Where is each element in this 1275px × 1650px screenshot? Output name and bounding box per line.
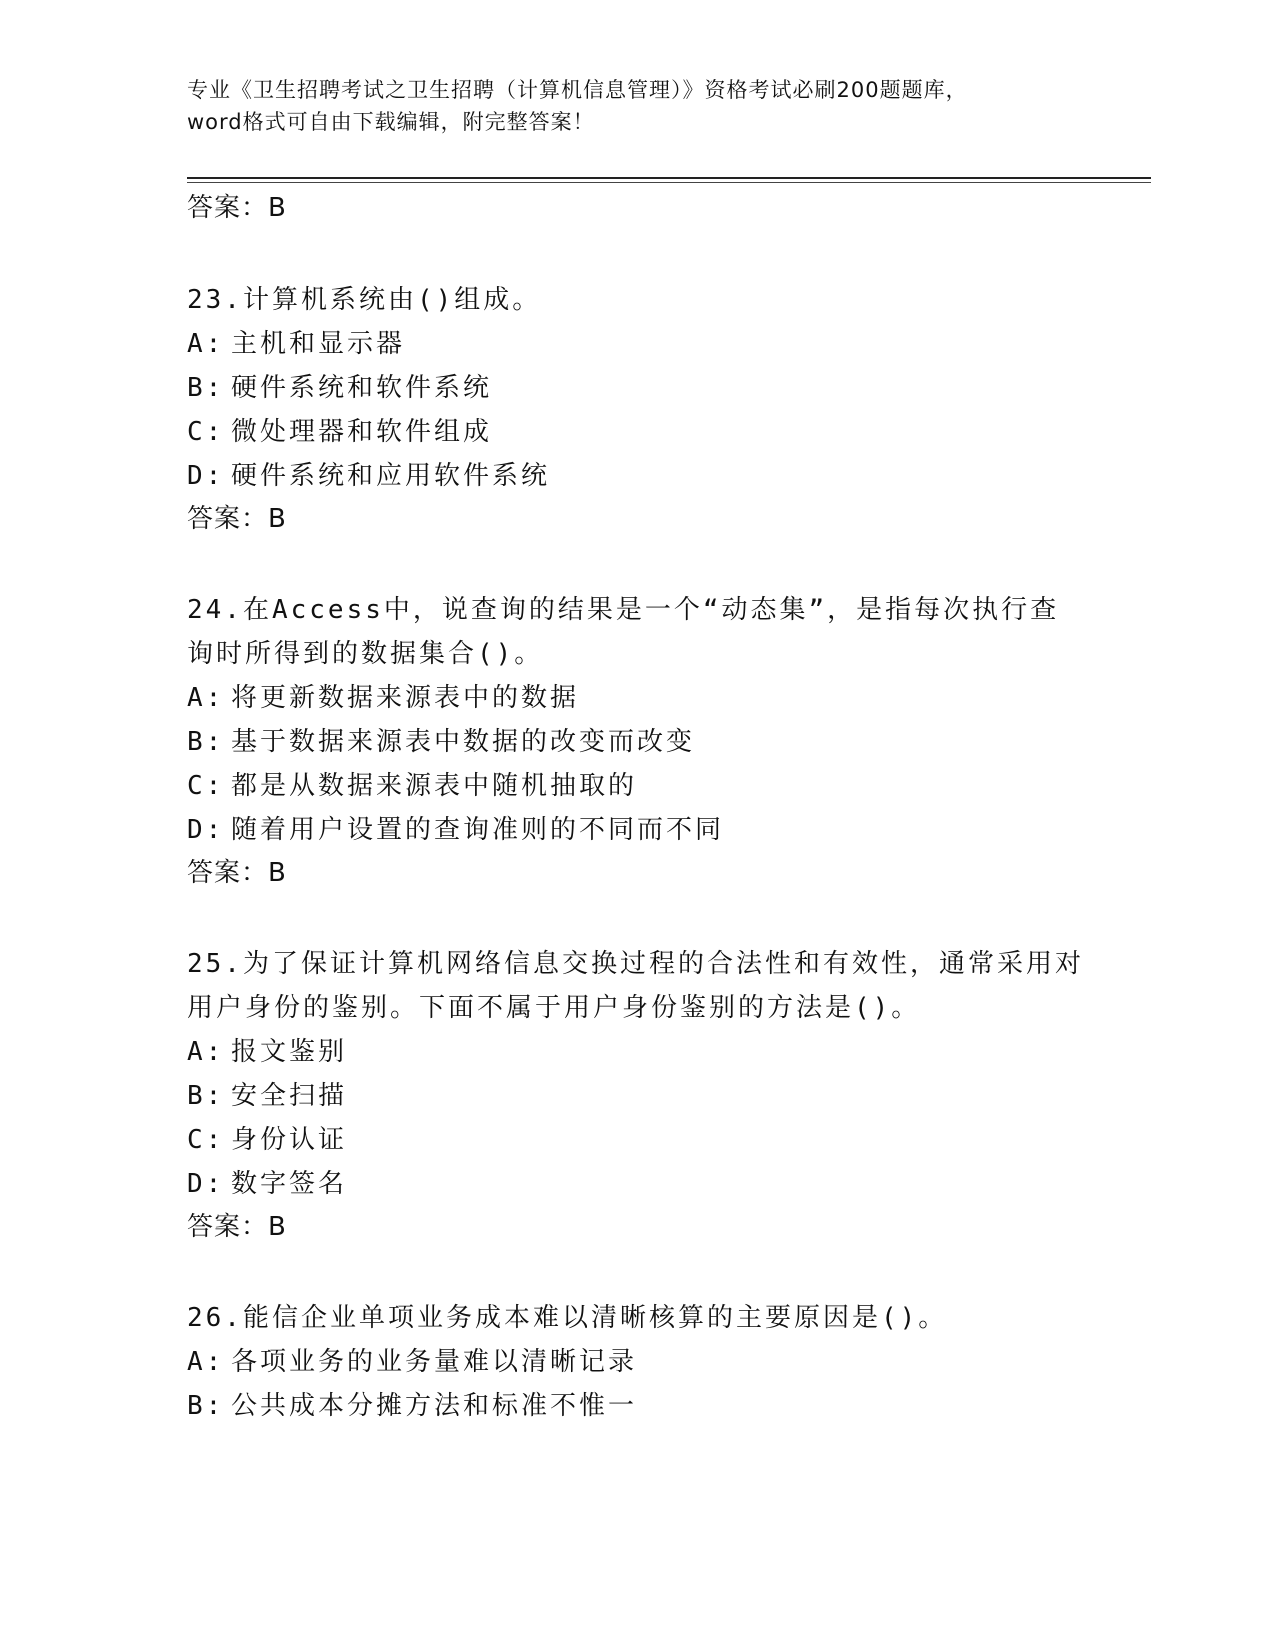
question-24-option-d: [187, 814, 724, 846]
option-text: 身份认证: [231, 1125, 348, 1155]
question-24-option-b: [187, 726, 695, 758]
question-23-option-b: [187, 372, 492, 404]
option-text: 硬件系统和应用软件系统: [231, 461, 551, 491]
option-letter: C:: [187, 771, 225, 801]
question-25-answer: 答案：B: [187, 1212, 287, 1242]
option-letter: B:: [187, 727, 225, 757]
question-24-text-line-2: 询时所得到的数据集合()。: [187, 639, 544, 669]
question-26-option-b: [187, 1390, 637, 1422]
option-letter: A:: [187, 329, 225, 359]
question-23-option-a: [187, 328, 405, 360]
option-letter: B:: [187, 373, 225, 403]
question-25-option-c: [187, 1124, 347, 1156]
header-divider-thick: [187, 177, 1151, 179]
header-divider-thin: [187, 182, 1151, 183]
question-26-text: 26.能信企业单项业务成本难以清晰核算的主要原因是()。: [187, 1303, 948, 1333]
option-text: 硬件系统和软件系统: [231, 373, 493, 403]
question-23-text: 23.计算机系统由()组成。: [187, 285, 542, 315]
option-letter: B:: [187, 1081, 225, 1111]
question-26-option-a: [187, 1346, 637, 1378]
header-line-1: 专业《卫生招聘考试之卫生招聘（计算机信息管理）》资格考试必刷200题题库，: [187, 78, 968, 102]
option-letter: D:: [187, 1169, 225, 1199]
question-25-text-line-2: 用户身份的鉴别。下面不属于用户身份鉴别的方法是()。: [187, 993, 921, 1023]
question-24-option-a: [187, 682, 579, 714]
option-text: 报文鉴别: [231, 1037, 348, 1067]
option-text: 公共成本分摊方法和标准不惟一: [231, 1391, 638, 1421]
option-letter: D:: [187, 815, 225, 845]
question-23-option-c: [187, 416, 492, 448]
question-24-option-c: [187, 770, 637, 802]
option-text: 主机和显示器: [231, 329, 406, 359]
option-letter: C:: [187, 1125, 225, 1155]
header-line-2: word格式可自由下载编辑，附完整答案！: [187, 110, 595, 134]
option-letter: D:: [187, 461, 225, 491]
option-letter: A:: [187, 1347, 225, 1377]
option-text: 将更新数据来源表中的数据: [231, 683, 580, 713]
option-text: 基于数据来源表中数据的改变而改变: [231, 727, 696, 757]
previous-answer: 答案：B: [187, 193, 287, 223]
option-text: 都是从数据来源表中随机抽取的: [231, 771, 638, 801]
option-text: 随着用户设置的查询准则的不同而不同: [231, 815, 725, 845]
option-text: 数字签名: [231, 1169, 348, 1199]
question-25-option-b: [187, 1080, 347, 1112]
question-24-answer: 答案：B: [187, 858, 287, 888]
question-25-option-d: [187, 1168, 347, 1200]
option-letter: A:: [187, 1037, 225, 1067]
option-letter: A:: [187, 683, 225, 713]
question-23-option-d: [187, 460, 550, 492]
question-23-answer: 答案：B: [187, 504, 287, 534]
option-text: 各项业务的业务量难以清晰记录: [231, 1347, 638, 1377]
question-24-text-line-1: 24.在Access中，说查询的结果是一个“动态集”，是指每次执行查: [187, 595, 1060, 625]
option-letter: B:: [187, 1391, 225, 1421]
option-text: 微处理器和软件组成: [231, 417, 493, 447]
question-25-text-line-1: 25.为了保证计算机网络信息交换过程的合法性和有效性，通常采用对: [187, 949, 1084, 979]
question-25-option-a: [187, 1036, 347, 1068]
document-header: [187, 74, 1107, 138]
option-letter: C:: [187, 417, 225, 447]
option-text: 安全扫描: [231, 1081, 348, 1111]
